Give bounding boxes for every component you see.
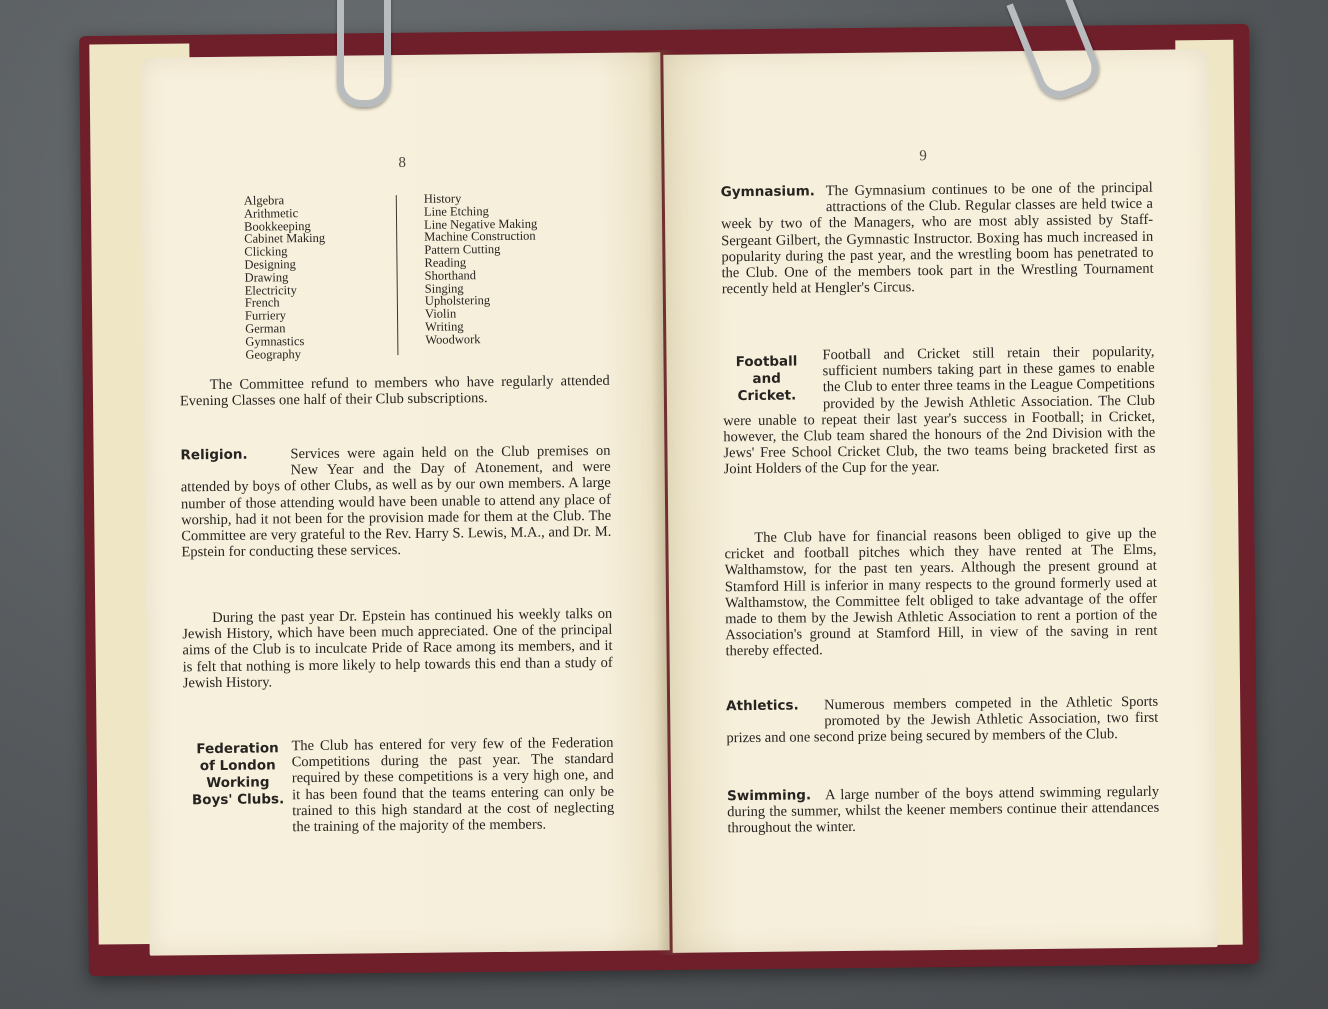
page-number: 9: [919, 148, 927, 165]
subject-item: Electricity: [244, 282, 297, 298]
federation-heading-space: [183, 738, 292, 821]
swimming-heading-box: [726, 787, 825, 805]
subject-item: Cabinet Making: [244, 231, 326, 247]
religion-text: Services were again held on the Club premises on New Year and the Day of Atonement, and were attended by boys of other Clubs, as well as by our own members. A large number of those attending would have been unable to attend any place of worship, had it not been for the provision made for them at the Club. The Committee are very grateful to the Rev. Harry S. Lewis, M.A., and Dr. M. Epstein for conducting these services.: [180, 442, 612, 561]
left-page: [140, 52, 669, 955]
swimming-text: A large number of the boys attend swimming regularly during the summer, whilst the keener members continue their attendances throughout the winter.: [727, 783, 1160, 837]
subjects-column-1: [244, 193, 416, 361]
subject-item: Reading: [424, 255, 467, 270]
subjects-list: [243, 191, 584, 362]
refund-paragraph: [180, 373, 610, 410]
subject-item: Geography: [245, 346, 302, 362]
subject-item: Writing: [425, 319, 464, 334]
subject-item: Bookkeeping: [244, 218, 311, 234]
gymnasium-heading-box: [721, 183, 826, 214]
religion-heading: Religion.: [180, 446, 248, 464]
federation-heading: Federation of London Working Boys' Clubs.: [191, 740, 285, 809]
subject-item: Designing: [244, 257, 296, 272]
football-text: Football and Cricket still retain their popularity, sufficient numbers taking part in these games to enable the Club to enter three teams in the League Competitions provided by the Jewish Athletic Association. The Club were unable to repeat their last year's success in Football; in Cricket, however, the Club team shared the honours of the 2nd Division with the Jews' Free School Cricket Club, the two teams being bracketed first as Joint Holders of the Cup for the year.: [723, 343, 1156, 478]
gymnasium-section: [721, 180, 1154, 298]
pitches-text: The Club have for financial reasons been obliged to give up the cricket and football pitches which they have rented at The Elms, Walthamstow, for the past ten years. Although the present ground at Stamford Hill is inferior in many respects to the ground formerly used at Walthamstow, the Committee felt obliged to take advantage of the offer made to them by the Jewish Athletic Association to rent a portion of the Association's ground at Stamford Hill, in view of the saving in rent thereby effected.: [724, 525, 1158, 660]
subject-item: History: [423, 191, 462, 206]
gymnasium-heading: Gymnasium.: [720, 183, 815, 201]
subject-item: French: [244, 295, 280, 311]
subject-item: Pattern Cutting: [424, 242, 501, 257]
subject-item: Shorthand: [424, 268, 477, 283]
subject-item: Line Etching: [423, 203, 489, 219]
history-text: During the past year Dr. Epstein has continued his weekly talks on Jewish History, which have been much appreciated. One of the principal aims of the Club is to inculcate Pride of Race among its members, and it is felt that nothing is more likely to help towards this end than a study of Jewish History.: [182, 605, 613, 692]
subject-item: Arithmetic: [243, 205, 299, 221]
subject-item: Furriery: [244, 308, 287, 323]
football-section: [722, 344, 1155, 478]
right-page: [663, 49, 1217, 953]
subject-item: German: [245, 321, 286, 336]
subject-item: Upholstering: [424, 293, 491, 309]
federation-text: The Club has entered for very few of the Federation Competitions during the past year. The standard required by these competitions is a very high one, and it has been found that the teams entering can only be trained to this high standard at the cost of neglecting the training of the majority of the members.: [291, 734, 615, 836]
subject-item: Singing: [424, 280, 464, 296]
gymnasium-text: The Gymnasium continues to be one of the principal attractions of the Club. Regular classes are held twice a week by two of the Managers, who are most ably assisted by Staff-Sergeant Gilbert, the Gymnastic Instructor. Boxing has much increased in popularity during the past year, and the wrestling boom has penetrated to the Club. One of the members took part in the Wrestling Tournament recently held at Hengler's Circus.: [721, 179, 1154, 298]
athletics-heading-box: [726, 697, 824, 728]
subject-item: Woodwork: [425, 331, 481, 347]
religion-heading-box: [180, 446, 290, 477]
subjects-column-2: [424, 191, 596, 346]
swimming-heading: Swimming.: [726, 787, 812, 805]
subject-item: Clicking: [244, 244, 288, 259]
religion-section: [180, 443, 611, 561]
subject-item: Violin: [424, 306, 457, 321]
subject-item: Machine Construction: [424, 229, 536, 245]
history-paragraph: [182, 606, 613, 692]
football-heading-space: [722, 347, 823, 412]
athletics-heading: Athletics.: [726, 697, 799, 715]
swimming-section: [727, 784, 1159, 837]
subject-item: Line Negative Making: [423, 216, 538, 232]
paper-clip-left: [337, 0, 391, 107]
subject-item: Algebra: [243, 193, 285, 208]
subject-item: Drawing: [244, 269, 289, 285]
refund-text: The Committee refund to members who have regularly attended Evening Classes one half of their Club subscriptions.: [179, 372, 610, 410]
athletics-text: Numerous members competed in the Athletic Sports promoted by the Jewish Athletic Association, two first prizes and one second prize being secured by members of the Club.: [726, 693, 1159, 747]
federation-section: [183, 735, 614, 837]
page-number: 8: [398, 154, 407, 172]
pitches-paragraph: [724, 526, 1157, 660]
athletics-section: [726, 694, 1158, 747]
football-heading: Football and Cricket.: [735, 353, 798, 405]
subject-item: Gymnastics: [245, 333, 305, 349]
